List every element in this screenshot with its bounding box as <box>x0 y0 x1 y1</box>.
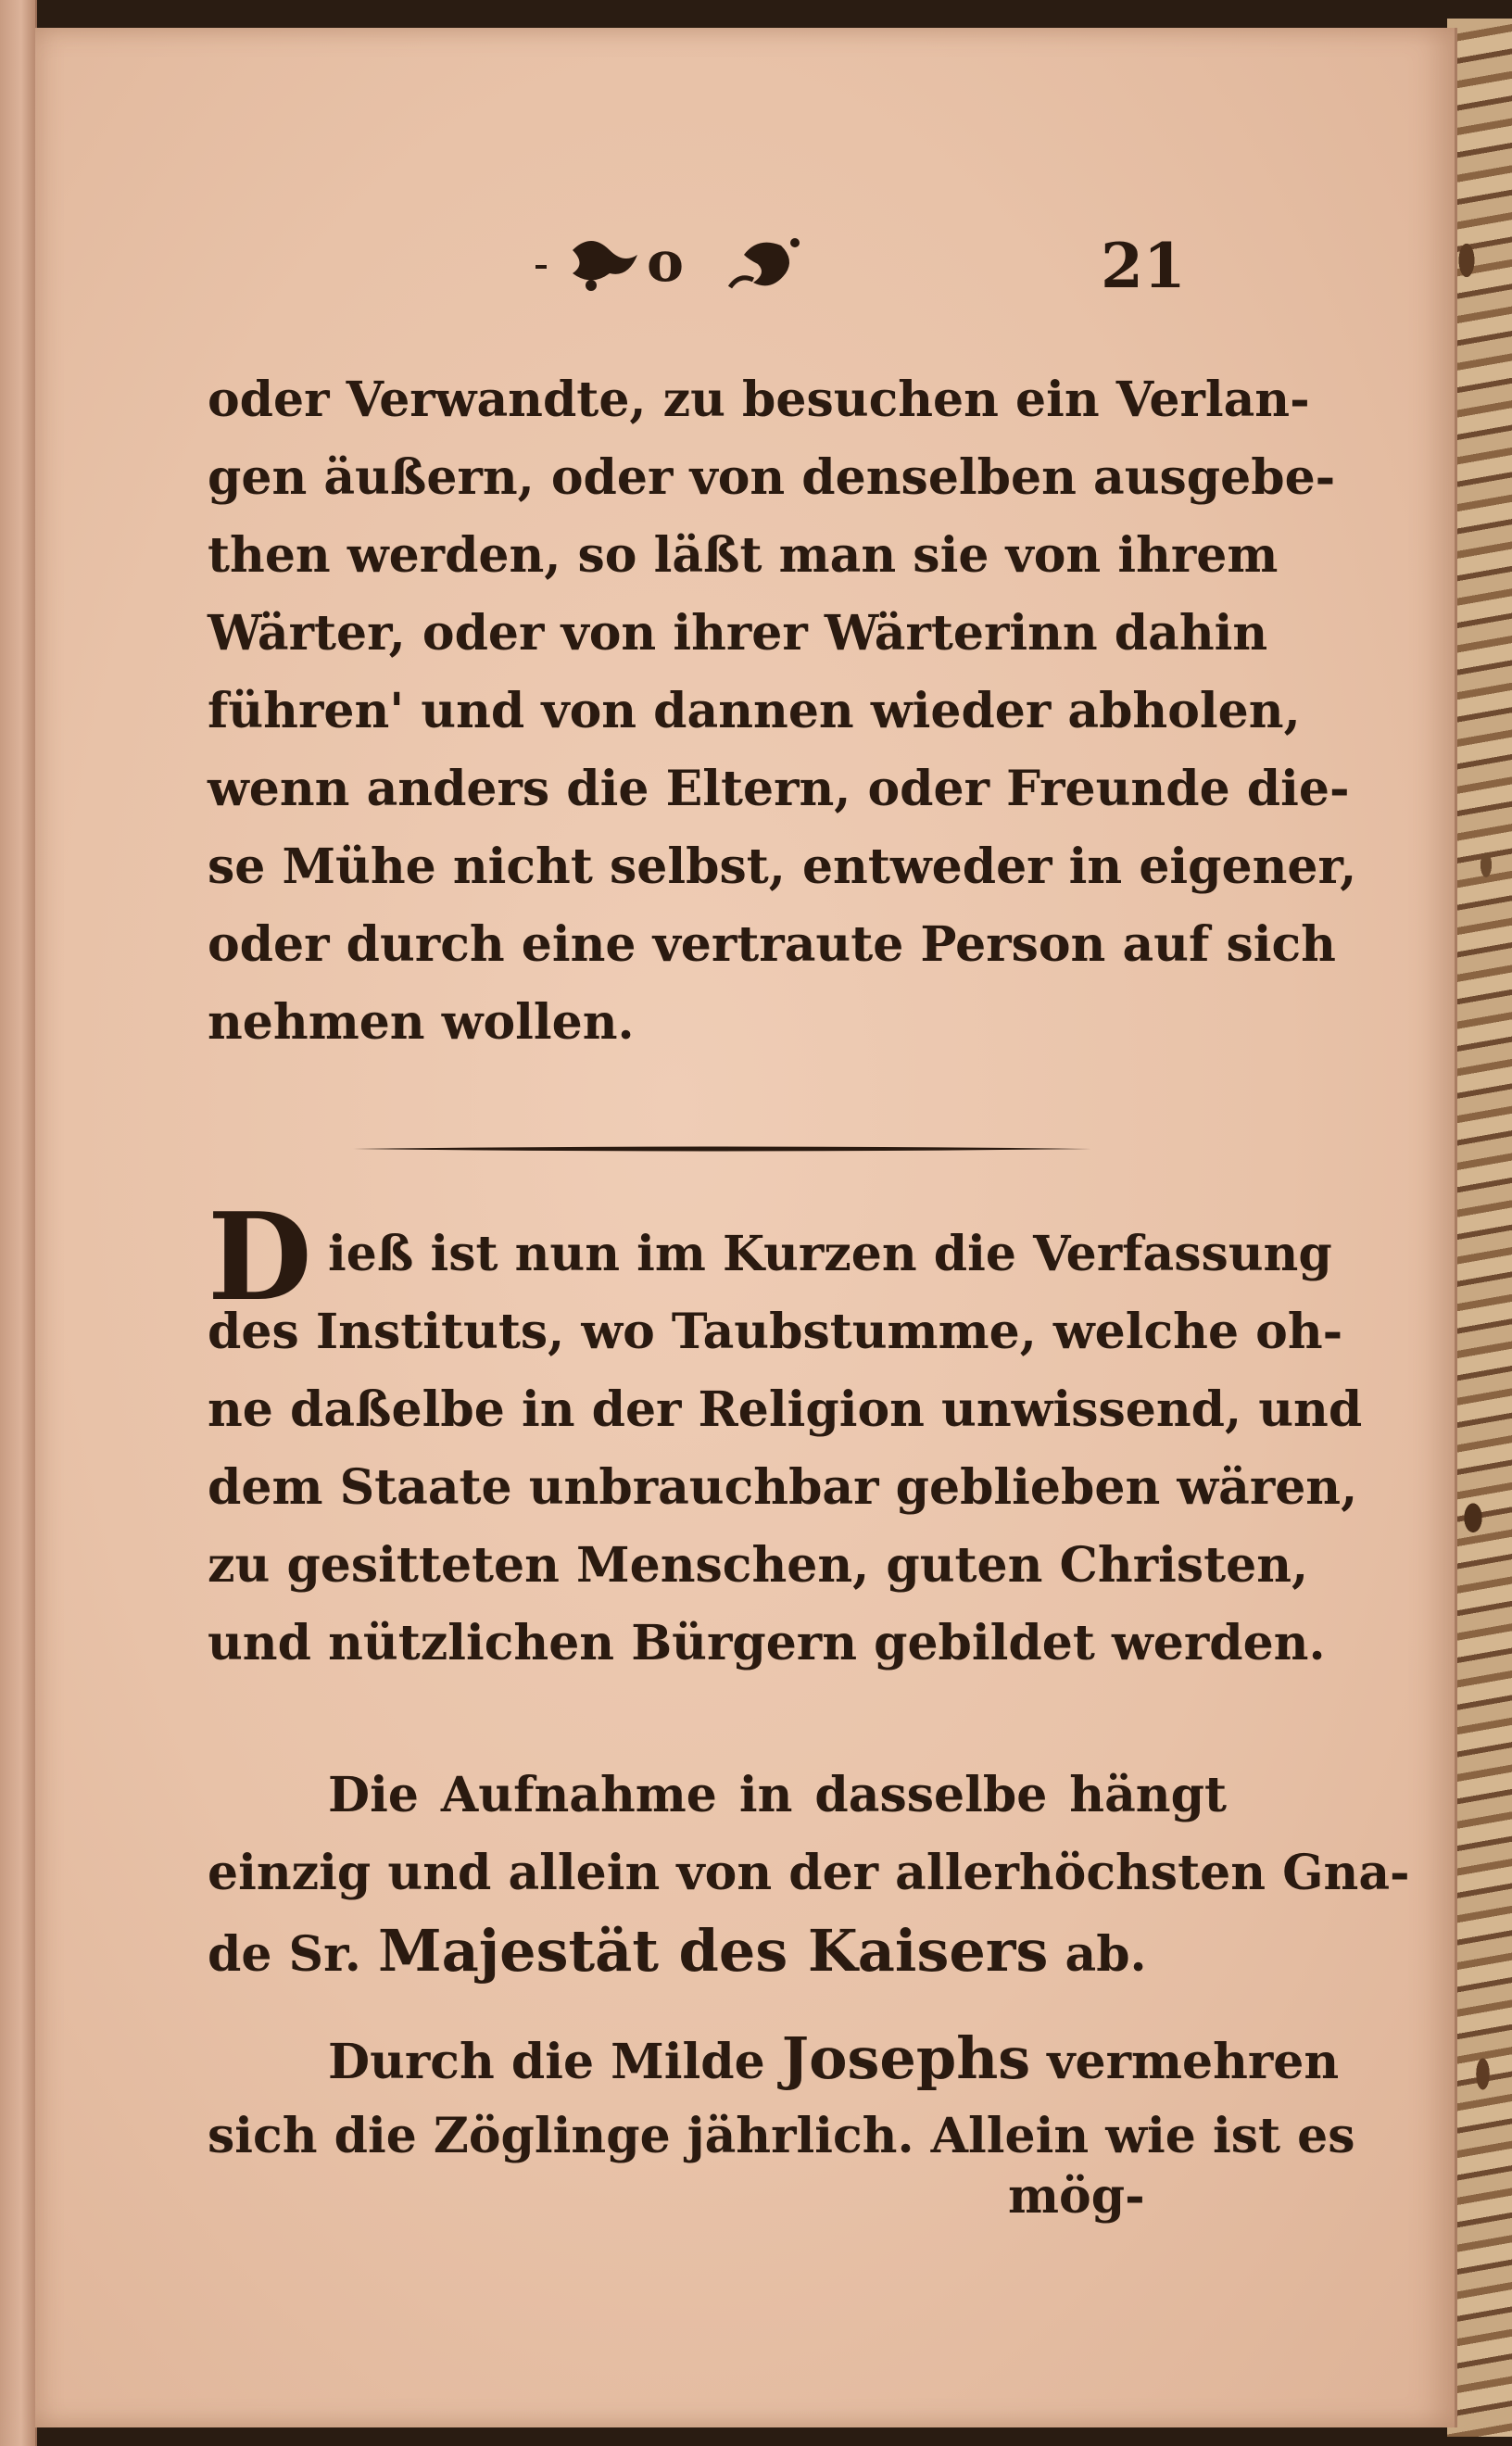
page-number: 21 <box>1101 230 1186 302</box>
text-fragment: ab. <box>1065 1926 1147 1983</box>
text-line: einzig und allein von der allerhöchsten Gna- <box>208 1845 1410 1901</box>
paragraph-4 <box>208 2020 1355 2175</box>
section-divider <box>350 1145 1091 1153</box>
text-line: wenn anders die Eltern, oder Freunde die- <box>208 761 1350 817</box>
text-line <box>208 2020 1340 2098</box>
drop-cap: D <box>208 1186 312 1328</box>
paragraph-2 <box>208 1216 1363 1683</box>
text-line: Die Aufnahme in dasselbe hängt <box>328 1767 1227 1823</box>
text-fragment: de Sr. <box>208 1926 361 1983</box>
text-line: oder Verwandte, zu besuchen ein Verlan- <box>208 372 1310 428</box>
emphasis-text: Majestät des Kaisers <box>377 1917 1049 1985</box>
text-line: führen' und von dannen wieder abholen, <box>208 683 1301 739</box>
ornament-icon <box>536 222 841 306</box>
text-line: dem Staate unbrauchbar geblieben wären, <box>208 1459 1358 1516</box>
text-line: nehmen wollen. <box>208 994 635 1051</box>
paragraph-1 <box>208 361 1357 1062</box>
text-line: Wärter, oder von ihrer Wärterinn dahin <box>208 605 1268 662</box>
text-line: ne daßelbe in der Religion unwissend, und <box>208 1381 1363 1438</box>
catchword: mög- <box>1008 2168 1145 2225</box>
text-line: zu gesitteten Menschen, guten Christen, <box>208 1537 1309 1594</box>
text-line: und nützlichen Bürgern gebildet werden. <box>208 1615 1326 1671</box>
text-fragment: vermehren <box>1047 2034 1340 2090</box>
text-fragment: Durch die Milde <box>328 2034 765 2090</box>
text-line: des Instituts, wo Taubstumme, welche oh- <box>208 1304 1343 1360</box>
book-page <box>35 28 1457 2427</box>
text-line: ieß ist nun im Kurzen die Verfassung <box>328 1226 1332 1282</box>
emphasis-text: Josephs <box>781 2024 1031 2092</box>
text-line <box>208 1912 1227 1990</box>
text-line: se Mühe nicht selbst, entweder in eigener, <box>208 838 1357 895</box>
text-line: then werden, so läßt man sie von ihrem <box>208 527 1279 584</box>
text-line: sich die Zöglinge jährlich. Allein wie ist es <box>208 2108 1355 2164</box>
page-header <box>35 213 1455 315</box>
ornament-center: o <box>647 230 685 295</box>
left-page-edge <box>0 0 37 2446</box>
paragraph-3 <box>208 1757 1410 1990</box>
text-line: oder durch eine vertraute Person auf sich <box>208 916 1336 973</box>
text-line: gen äußern, oder von denselben ausgebe- <box>208 449 1336 506</box>
